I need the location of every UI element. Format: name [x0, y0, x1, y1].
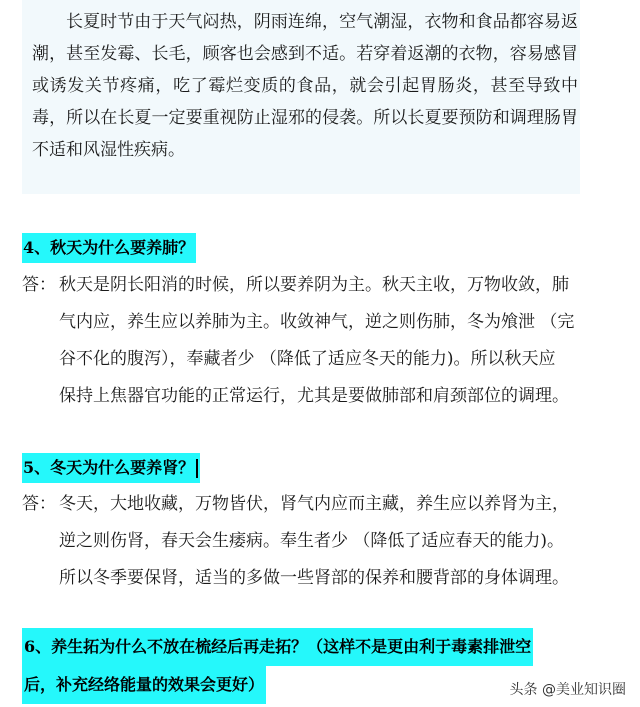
text-cursor	[196, 459, 198, 478]
question-4-text: 4、秋天为什么要养肺？	[23, 238, 195, 257]
question-6-heading	[22, 628, 533, 704]
answer-4-label: 答：	[22, 275, 56, 295]
question-6-line-1: 6、养生拓为什么不放在梳经后再走拓？（这样不是更由利于毒素排泄空	[22, 628, 533, 666]
watermark: 头条 @美业知识圈	[509, 682, 626, 698]
intro-paragraph: 长夏时节由于天气闷热，阴雨连绵，空气潮湿，衣物和食品都容易返潮，甚至发霉、长毛，顾客也会感到不适。若穿着返潮的衣物，容易感冒或诱发关节疼痛，吃了霉烂变质的食品，就会引起胃肠炎，甚至导致中毒，所以在长夏一定要重视防止湿邪的侵袭。所以长夏要预防和调理肠胃不适和风湿性疾病。	[32, 12, 578, 160]
answer-4-line-4: 保持上焦器官功能的正常运行，尤其是要做肺部和肩颈部位的调理。	[59, 386, 569, 406]
question-5-text: 5、冬天为什么要养肾？	[23, 458, 195, 477]
question-4-heading	[22, 233, 196, 263]
answer-5-line-1: 冬天，大地收藏，万物皆伏，肾气内应而主藏，养生应以养肾为主，	[59, 494, 569, 514]
answer-4-line-2: 气内应，养生应以养肺为主。收敛神气，逆之则伤肺，冬为飧泄 （完	[59, 312, 575, 332]
answer-4	[22, 267, 592, 415]
question-6-line-2: 后，补充经络能量的效果会更好）	[22, 666, 266, 704]
answer-5	[22, 486, 592, 597]
question-5-heading	[22, 453, 200, 483]
answer-5-line-3: 所以冬季要保肾，适当的多做一些肾部的保养和腰背部的身体调理。	[59, 568, 569, 588]
answer-4-line-3: 谷不化的腹泻），奉藏者少 （降低了适应冬天的能力)。所以秋天应	[59, 349, 556, 369]
answer-5-line-2: 逆之则伤肾，春天会生痿病。奉生者少 （降低了适应春天的能力)。	[59, 531, 565, 551]
answer-4-line-1: 秋天是阴长阳消的时候，所以要养阴为主。秋天主收，万物收敛，肺	[59, 275, 569, 295]
answer-5-label: 答：	[22, 494, 56, 514]
